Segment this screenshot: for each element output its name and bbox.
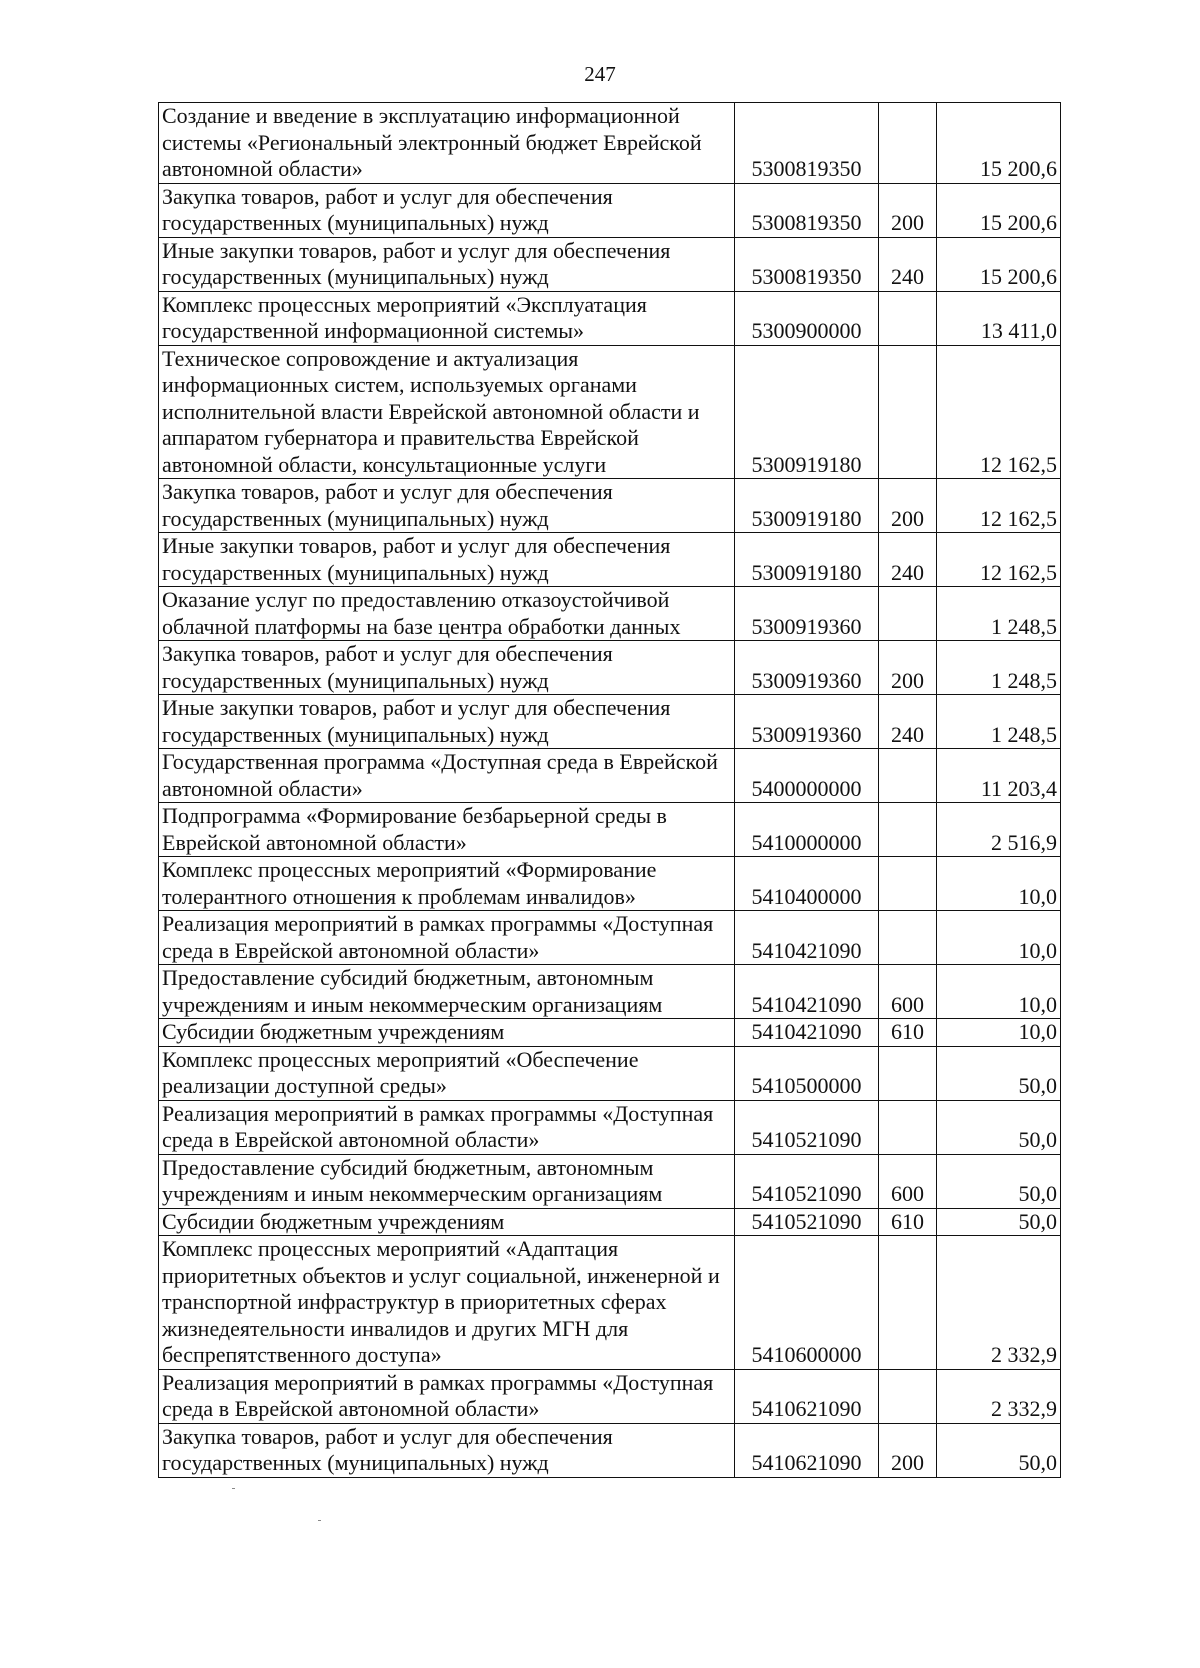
cell-name: Комплекс процессных мероприятий «Эксплуатация государственной информационной системы» [159,291,735,345]
cell-name: Комплекс процессных мероприятий «Адаптация приоритетных объектов и услуг социальной, инженерной и транспортной инфраструктур в приоритетных сферах жизнедеятельности инвалидов и других МГН для беспрепятственного доступа» [159,1236,735,1370]
table-row [159,857,1061,911]
cell-target-code: 5300919180 [735,533,879,587]
cell-amount: 12 162,5 [937,533,1061,587]
table-row [159,533,1061,587]
cell-target-code: 5410621090 [735,1423,879,1477]
table-row [159,1369,1061,1423]
cell-target-code: 5300919360 [735,641,879,695]
cell-name: Закупка товаров, работ и услуг для обеспечения государственных (муниципальных) нужд [159,183,735,237]
table-row [159,103,1061,184]
cell-expense-type: 200 [879,183,937,237]
cell-name: Иные закупки товаров, работ и услуг для обеспечения государственных (муниципальных) нужд [159,237,735,291]
cell-amount: 15 200,6 [937,183,1061,237]
cell-amount: 12 162,5 [937,479,1061,533]
cell-target-code: 5410000000 [735,803,879,857]
cell-name: Оказание услуг по предоставлению отказоустойчивой облачной платформы на базе центра обработки данных [159,587,735,641]
cell-target-code: 5300919360 [735,587,879,641]
cell-expense-type [879,803,937,857]
table-row [159,479,1061,533]
cell-amount: 12 162,5 [937,345,1061,479]
table-row [159,911,1061,965]
cell-name: Реализация мероприятий в рамках программы «Доступная среда в Еврейской автономной области» [159,911,735,965]
cell-expense-type [879,103,937,184]
cell-expense-type [879,1236,937,1370]
cell-amount: 50,0 [937,1154,1061,1208]
table-row [159,803,1061,857]
cell-expense-type: 200 [879,641,937,695]
budget-table [158,102,1061,1478]
cell-amount: 10,0 [937,965,1061,1019]
cell-target-code: 5410621090 [735,1369,879,1423]
cell-target-code: 5410400000 [735,857,879,911]
cell-expense-type: 200 [879,1423,937,1477]
cell-target-code: 5300919180 [735,479,879,533]
cell-name: Комплекс процессных мероприятий «Формирование толерантного отношения к проблемам инвалидов» [159,857,735,911]
table-row [159,749,1061,803]
cell-expense-type [879,1100,937,1154]
cell-amount: 15 200,6 [937,103,1061,184]
cell-expense-type [879,749,937,803]
cell-amount: 50,0 [937,1423,1061,1477]
cell-target-code: 5300819350 [735,237,879,291]
cell-expense-type: 600 [879,965,937,1019]
page-number: 247 [584,62,616,86]
cell-expense-type: 610 [879,1019,937,1047]
cell-amount: 2 516,9 [937,803,1061,857]
cell-amount: 10,0 [937,857,1061,911]
cell-amount: 1 248,5 [937,587,1061,641]
table-row [159,1046,1061,1100]
table-row [159,1236,1061,1370]
table-row [159,1208,1061,1236]
cell-amount: 2 332,9 [937,1369,1061,1423]
scan-speck [318,1520,321,1521]
cell-expense-type: 240 [879,237,937,291]
cell-target-code: 5300919360 [735,695,879,749]
table-row [159,1154,1061,1208]
cell-amount: 1 248,5 [937,641,1061,695]
table-row [159,345,1061,479]
table-row [159,1100,1061,1154]
cell-target-code: 5410421090 [735,911,879,965]
cell-name: Закупка товаров, работ и услуг для обеспечения государственных (муниципальных) нужд [159,1423,735,1477]
cell-name: Иные закупки товаров, работ и услуг для обеспечения государственных (муниципальных) нужд [159,695,735,749]
cell-expense-type [879,1046,937,1100]
cell-expense-type: 600 [879,1154,937,1208]
cell-expense-type [879,911,937,965]
cell-name: Предоставление субсидий бюджетным, автономным учреждениям и иным некоммерческим организациям [159,1154,735,1208]
cell-name: Закупка товаров, работ и услуг для обеспечения государственных (муниципальных) нужд [159,641,735,695]
cell-target-code: 5410500000 [735,1046,879,1100]
cell-target-code: 5410521090 [735,1208,879,1236]
table-row [159,183,1061,237]
cell-expense-type [879,587,937,641]
cell-target-code: 5300819350 [735,103,879,184]
cell-expense-type [879,291,937,345]
cell-amount: 10,0 [937,1019,1061,1047]
cell-target-code: 5410421090 [735,1019,879,1047]
cell-expense-type [879,857,937,911]
budget-table-body [159,103,1061,1478]
table-row [159,237,1061,291]
cell-amount: 15 200,6 [937,237,1061,291]
cell-amount: 1 248,5 [937,695,1061,749]
scan-speck [232,1488,235,1489]
table-row [159,587,1061,641]
cell-name: Подпрограмма «Формирование безбарьерной среды в Еврейской автономной области» [159,803,735,857]
cell-name: Комплекс процессных мероприятий «Обеспечение реализации доступной среды» [159,1046,735,1100]
cell-name: Государственная программа «Доступная среда в Еврейской автономной области» [159,749,735,803]
cell-target-code: 5410521090 [735,1154,879,1208]
table-row [159,641,1061,695]
cell-amount: 50,0 [937,1208,1061,1236]
cell-amount: 11 203,4 [937,749,1061,803]
cell-expense-type: 240 [879,533,937,587]
cell-target-code: 5300900000 [735,291,879,345]
cell-target-code: 5410521090 [735,1100,879,1154]
cell-amount: 50,0 [937,1100,1061,1154]
cell-name: Реализация мероприятий в рамках программы «Доступная среда в Еврейской автономной области» [159,1100,735,1154]
table-row [159,1019,1061,1047]
table-row [159,965,1061,1019]
cell-target-code: 5300919180 [735,345,879,479]
cell-amount: 50,0 [937,1046,1061,1100]
cell-amount: 13 411,0 [937,291,1061,345]
cell-name: Закупка товаров, работ и услуг для обеспечения государственных (муниципальных) нужд [159,479,735,533]
table-row [159,1423,1061,1477]
cell-name: Иные закупки товаров, работ и услуг для обеспечения государственных (муниципальных) нужд [159,533,735,587]
cell-name: Техническое сопровождение и актуализация информационных систем, используемых органами исполнительной власти Еврейской автономной области и аппаратом губернатора и правительства Еврейской автономной области, консультационные услуги [159,345,735,479]
table-row [159,291,1061,345]
cell-target-code: 5410600000 [735,1236,879,1370]
cell-target-code: 5410421090 [735,965,879,1019]
cell-target-code: 5400000000 [735,749,879,803]
cell-name: Предоставление субсидий бюджетным, автономным учреждениям и иным некоммерческим организациям [159,965,735,1019]
cell-target-code: 5300819350 [735,183,879,237]
cell-expense-type: 200 [879,479,937,533]
cell-expense-type [879,1369,937,1423]
cell-name: Реализация мероприятий в рамках программы «Доступная среда в Еврейской автономной области» [159,1369,735,1423]
cell-amount: 2 332,9 [937,1236,1061,1370]
cell-amount: 10,0 [937,911,1061,965]
cell-expense-type: 610 [879,1208,937,1236]
table-row [159,695,1061,749]
cell-expense-type [879,345,937,479]
cell-name: Субсидии бюджетным учреждениям [159,1019,735,1047]
cell-name: Субсидии бюджетным учреждениям [159,1208,735,1236]
cell-expense-type: 240 [879,695,937,749]
cell-name: Создание и введение в эксплуатацию информационной системы «Региональный электронный бюджет Еврейской автономной области» [159,103,735,184]
